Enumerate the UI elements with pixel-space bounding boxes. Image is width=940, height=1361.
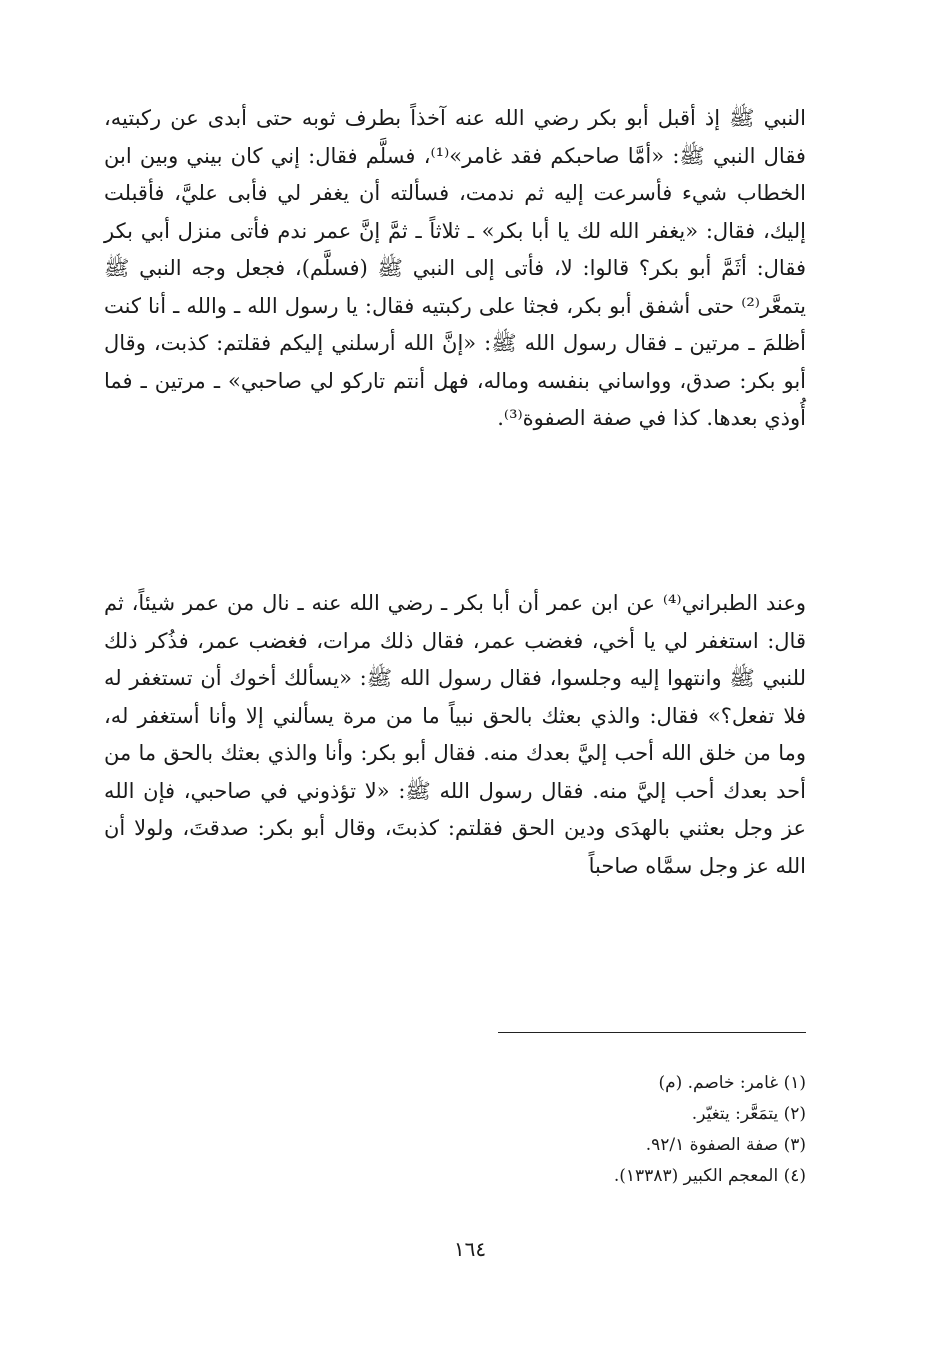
footnote-1: (١) غامر: خاصم. (م) [658,1073,806,1093]
page-number: ١٦٤ [453,1237,487,1261]
body-paragraph-1: النبي ﷺ إذ أقبل أبو بكر رضي الله عنه آخذاً بطرف ثوبه حتى أبدى عن ركبتيه، فقال النبي ﷺ: «أمَّا صاحبكم فقد غامر»⁽¹⁾، فسلَّم فقال: إني كان بيني وبين ابن الخطاب شيء فأسرعت إليه ثم ندمت، فسألته أن يغفر لي فأبى عليَّ، فأقبلت إليك، فقال: «يغفر الله لك يا أبا بكر» ـ ثلاثاً ـ ثمَّ إنَّ عمر ندم فأتى منزل أبي بكر فقال: أثَمَّ أبو بكر؟ قالوا: لا، فأتى إلى النبي ﷺ (فسلَّم)، فجعل وجه النبي ﷺ يتمعَّر⁽²⁾ حتى أشفق أبو بكر، فجثا على ركبتيه فقال: يا رسول الله ـ والله ـ أنا كنت أظلمَ ـ مرتين ـ فقال رسول الله ﷺ: «إنَّ الله أرسلني إليكم فقلتم: كذبت، وقال أبو بكر: صدق، وواساني بنفسه وماله، فهل أنتم تاركو لي صاحبي» ـ مرتين ـ فما أُوذي بعدها. كذا في صفة الصفوة⁽³⁾. [104,106,806,430]
body-paragraph-2: وعند الطبراني⁽⁴⁾ عن ابن عمر أن أبا بكر ـ رضي الله عنه ـ نال من عمر شيئاً، ثم قال: استغفر لي يا أخي، فغضب عمر، فقال ذلك مرات، فغضب عمر، فذُكر ذلك للنبي ﷺ وانتهوا إليه وجلسوا، فقال رسول الله ﷺ: «يسألك أخوك أن تستغفر له فلا تفعل؟» فقال: والذي بعثك بالحق نبياً ما من مرة يسألني إلا وأنا أستغفر له، وما من خلق الله أحب إليَّ بعدك منه. فقال أبو بكر: وأنا والذي بعثك بالحق ما من أحد بعدك أحب إليَّ منه. فقال رسول الله ﷺ: «لا تؤذوني في صاحبي، فإن الله عز وجل بعثني بالهدَى ودين الحق فقلتم: كذبتَ، وقال أبو بكر: صدقتَ، ولولا أن الله عز وجل سمَّاه صاحباً [104,591,806,878]
footnote-4: (٤) المعجم الكبير (١٣٣٨٣). [613,1166,806,1186]
footnotes-list [104,1068,806,1192]
footnote-separator-rule [498,1032,806,1033]
footnote-3: (٣) صفة الصفوة ٩٢/١. [645,1135,806,1155]
footnote-2: (٢) يتمَعَّر: يتغيّر. [691,1104,806,1124]
